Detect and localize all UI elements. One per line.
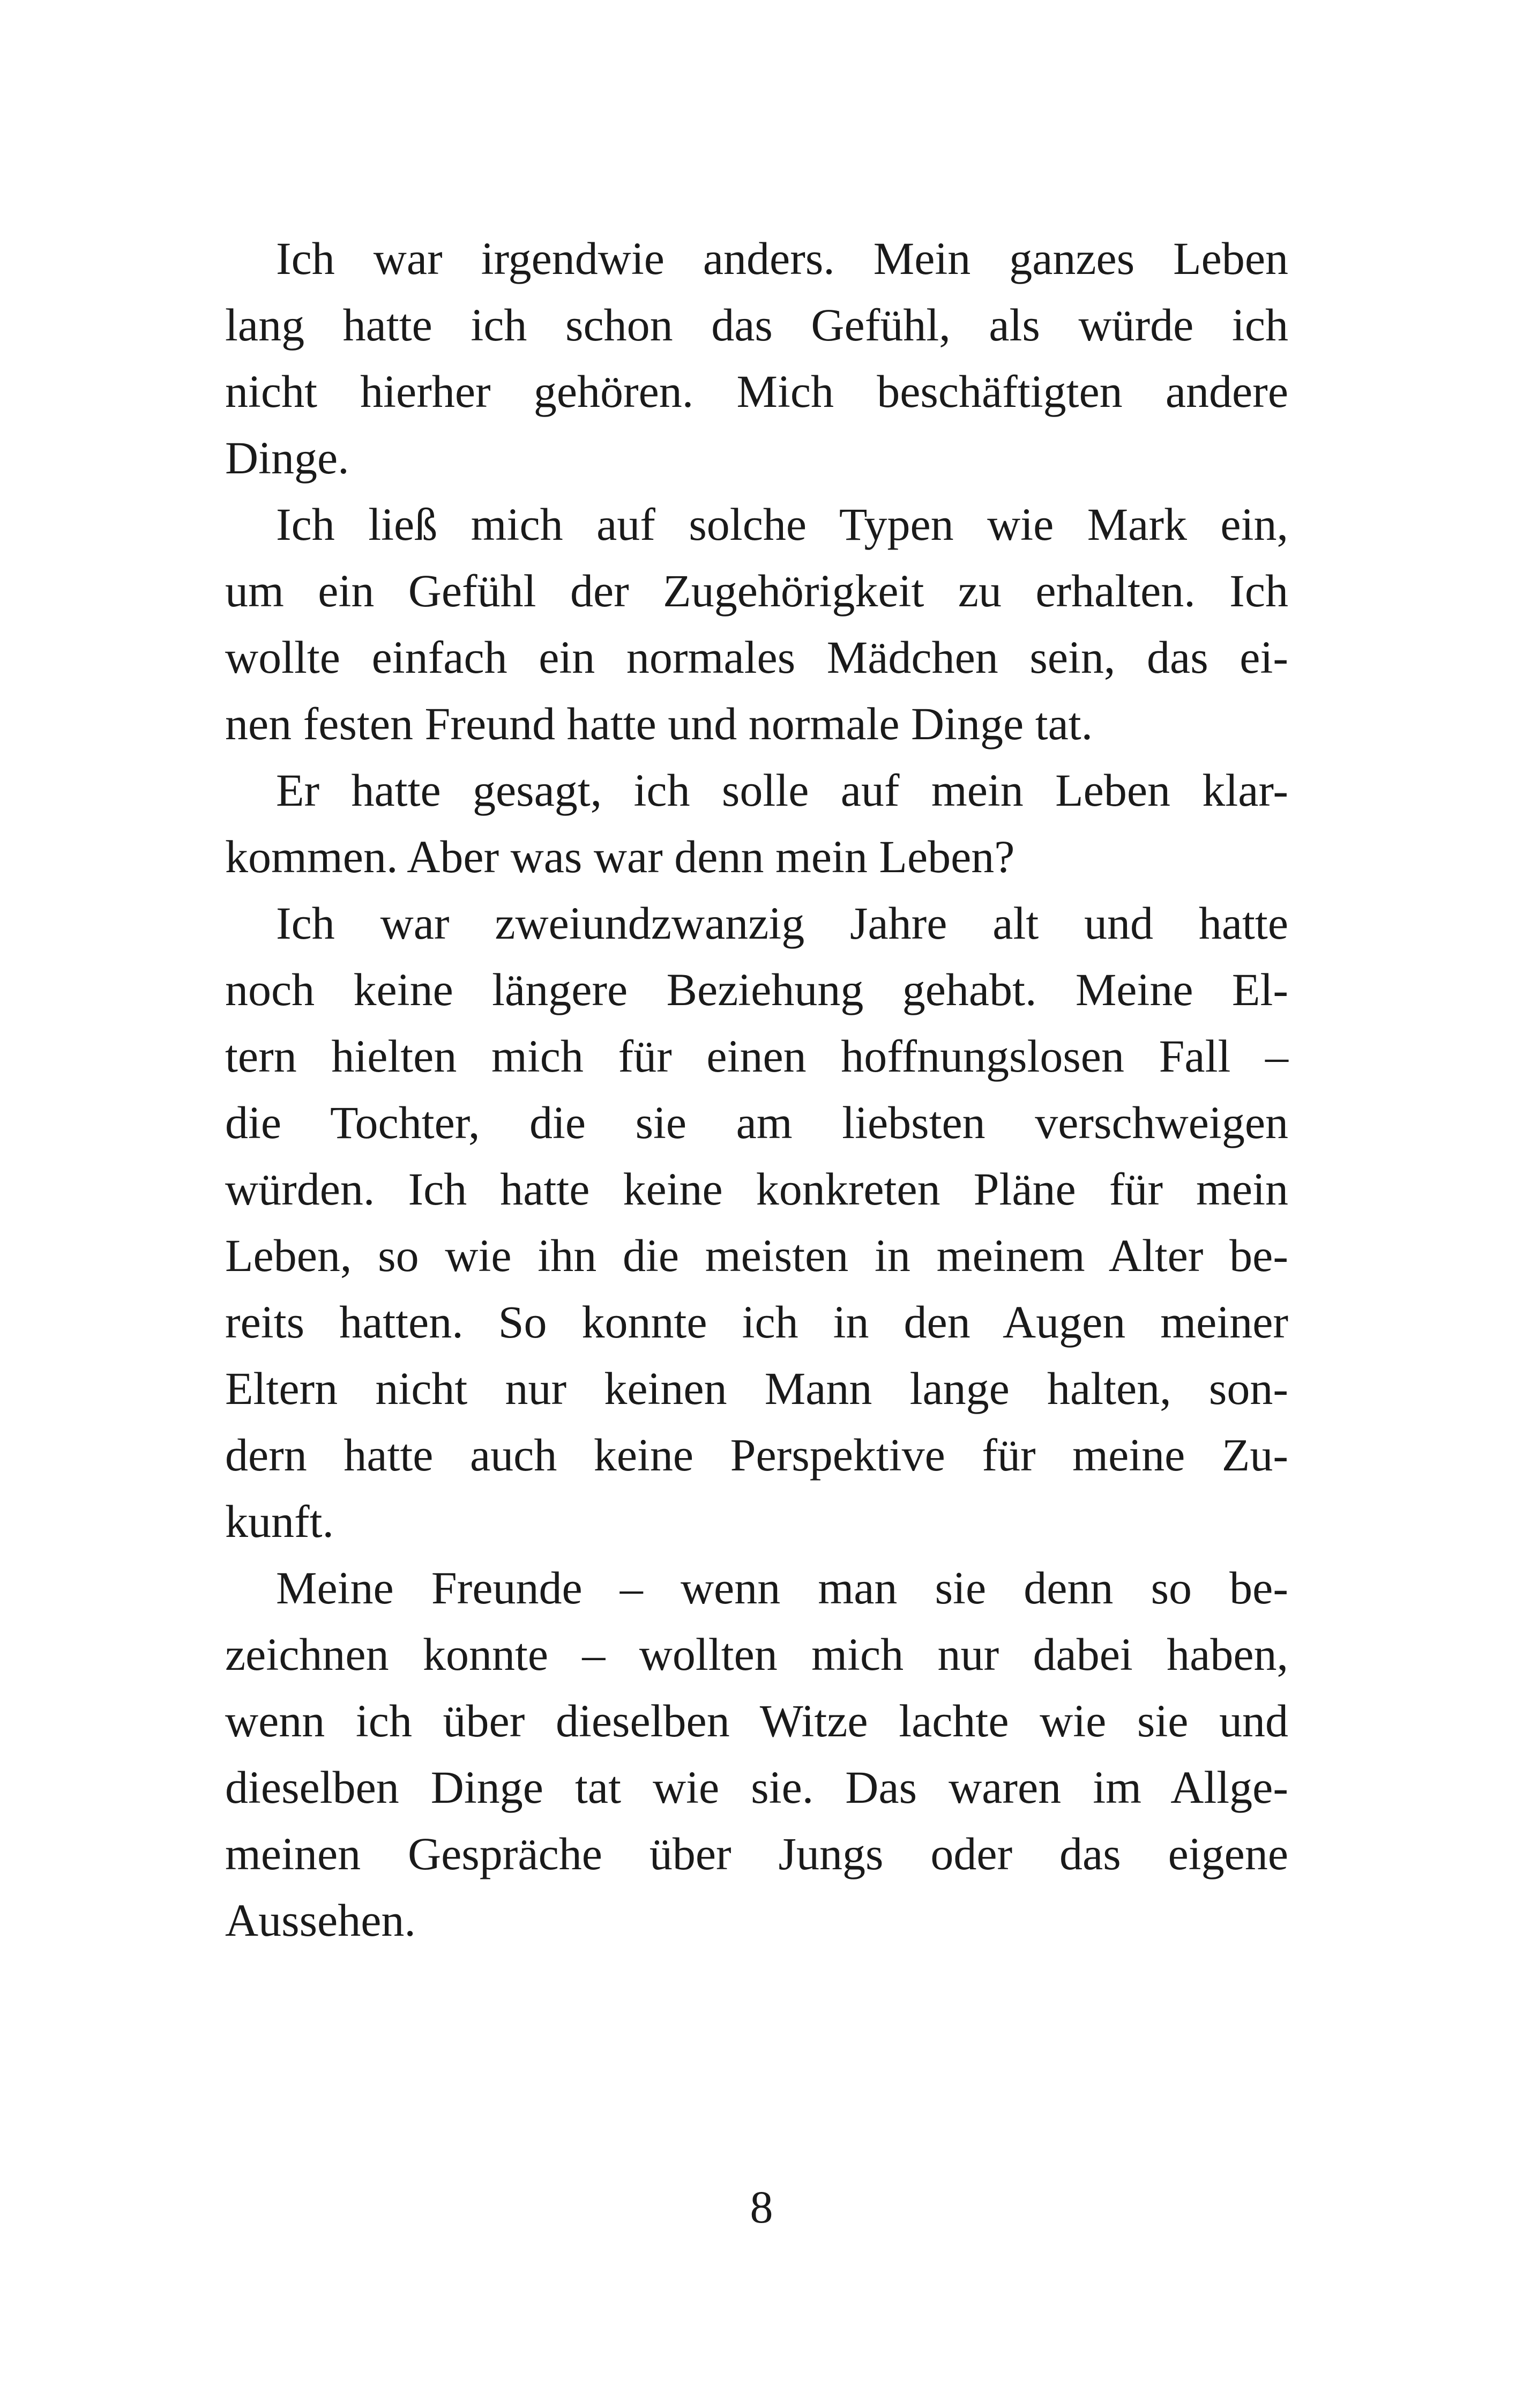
text-line: die Tochter, die sie am liebsten verschweigen [225, 1097, 1288, 1148]
text-line: Ich war zweiundzwanzig Jahre alt und hatte [276, 897, 1288, 949]
text-line: Eltern nicht nur keinen Mann lange halten, son- [225, 1363, 1288, 1414]
text-line: Er hatte gesagt, ich solle auf mein Leben klar- [276, 764, 1288, 816]
text-line: dieselben Dinge tat wie sie. Das waren im Allge- [225, 1762, 1288, 1813]
text-line: wollte einfach ein normales Mädchen sein, das ei- [225, 631, 1288, 683]
text-line: Ich ließ mich auf solche Typen wie Mark ein, [276, 499, 1288, 550]
body-text [225, 225, 1288, 1953]
text-line: wenn ich über dieselben Witze lachte wie sie und [225, 1695, 1288, 1746]
text-line: Leben, so wie ihn die meisten in meinem Alter be- [225, 1230, 1288, 1281]
text-line: kunft. [225, 1496, 334, 1547]
text-line: lang hatte ich schon das Gefühl, als würde ich [225, 299, 1288, 351]
text-line: meinen Gespräche über Jungs oder das eigene [225, 1828, 1288, 1879]
text-line: zeichnen konnte – wollten mich nur dabei haben, [225, 1629, 1288, 1680]
text-line: dern hatte auch keine Perspektive für meine Zu- [225, 1429, 1288, 1481]
text-line: tern hielten mich für einen hoffnungslosen Fall – [225, 1030, 1288, 1082]
text-line: Ich war irgendwie anders. Mein ganzes Leben [276, 233, 1288, 284]
text-line: noch keine längere Beziehung gehabt. Meine El- [225, 964, 1288, 1015]
page-number: 8 [750, 2181, 773, 2233]
text-line: nicht hierher gehören. Mich beschäftigten andere [225, 366, 1288, 417]
text-line: Aussehen. [225, 1894, 416, 1946]
text-line: würden. Ich hatte keine konkreten Pläne für mein [225, 1163, 1288, 1215]
text-line: kommen. Aber was war denn mein Leben? [225, 831, 1015, 882]
text-line: reits hatten. So konnte ich in den Augen meiner [225, 1296, 1288, 1348]
text-line: nen festen Freund hatte und normale Dinge tat. [225, 698, 1093, 749]
text-line: Meine Freunde – wenn man sie denn so be- [276, 1562, 1288, 1614]
text-line: Dinge. [225, 432, 349, 484]
text-line: um ein Gefühl der Zugehörigkeit zu erhalten. Ich [225, 565, 1288, 616]
